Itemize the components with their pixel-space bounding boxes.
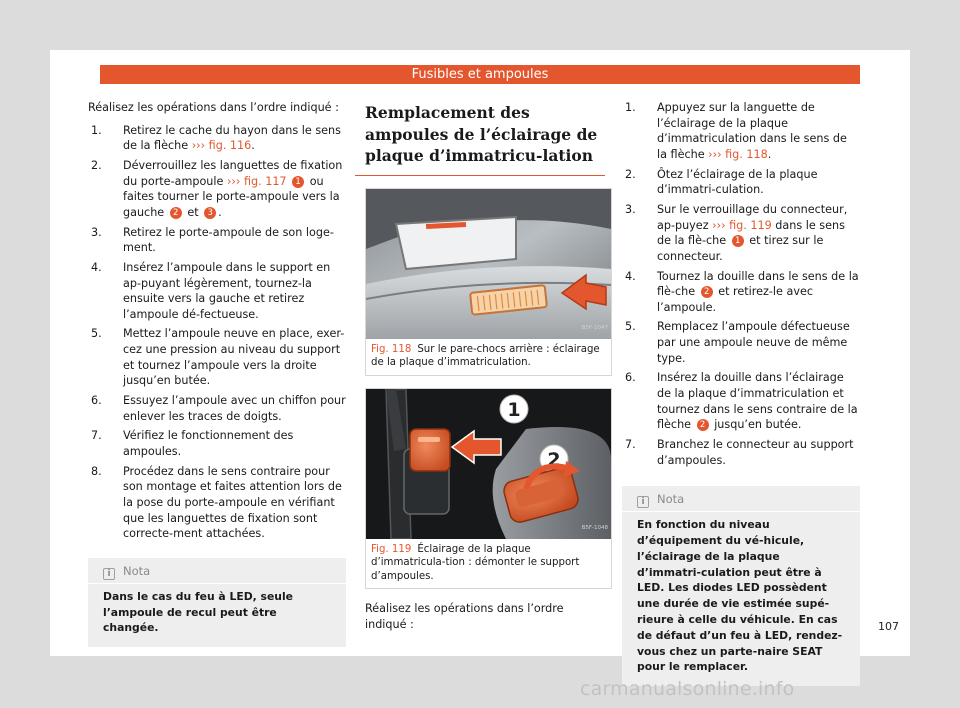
link-arrows: ››› <box>191 139 206 153</box>
figure-119 <box>365 388 612 590</box>
step-number: 4. <box>625 269 636 283</box>
step-text: Retirez le cache du hayon dans le sens de la flèche <box>123 123 341 153</box>
column-middle <box>355 100 608 632</box>
link-arrows: ››› <box>226 174 241 188</box>
step-text: et retirez-le avec l’ampoule. <box>657 285 813 314</box>
step-number: 1. <box>625 101 636 114</box>
note-label: Nota <box>657 492 685 507</box>
step-text: Mettez l’ampoule neuve en place, exer-cez une pression au niveau du support et tournez l’ampoule vers la droite jusqu’en butée. <box>123 327 345 388</box>
column-right <box>622 100 860 686</box>
note-box <box>88 558 346 647</box>
instruction-text: Réalisez les opérations dans l’ordre indiqué : <box>365 602 564 631</box>
note-header <box>622 486 860 512</box>
link-arrows: ››› <box>712 218 726 232</box>
step-item <box>88 393 346 424</box>
step-number: 3. <box>91 225 102 239</box>
step-item <box>622 100 860 162</box>
figure-code: B5F-1048 <box>581 524 608 531</box>
note-label: Nota <box>123 563 151 578</box>
step-number: 5. <box>625 320 636 334</box>
step-text: Ôtez l’éclairage de la plaque d’immatri-culation. <box>657 167 818 197</box>
figure-link[interactable] <box>708 148 768 161</box>
step-number: 7. <box>91 429 102 443</box>
step-text: ou faites tourner le porte-ampoule vers la gauche <box>123 174 340 219</box>
step-text: Insérez la douille dans l’éclairage de la plaque d’immatriculation et tournez dans le sens contraire de la flèche <box>657 371 858 432</box>
step-text: Essuyez l’ampoule avec un chiffon pour enlever les traces de doigts. <box>123 394 346 423</box>
step-number: 6. <box>91 394 102 408</box>
step-text: Appuyez sur la languette de l’éclairage de la plaque d’immatriculation dans le sens de la flèche <box>657 101 847 161</box>
callout-badge: 2 <box>697 419 709 431</box>
step-item <box>88 225 346 256</box>
step-number: 8. <box>91 464 102 478</box>
link-arrows: ››› <box>708 147 722 161</box>
caption-text: Éclairage de la plaque d’immatricula-tion : démonter le support d’ampoules. <box>371 543 580 582</box>
page-header-title: Fusibles et ampoules <box>100 65 860 84</box>
step-item <box>88 428 346 459</box>
step-item <box>88 123 346 154</box>
info-icon: i <box>637 496 649 508</box>
step-number: 2. <box>625 167 636 181</box>
step-item <box>622 202 860 264</box>
figure-number: Fig. 119 <box>371 543 412 555</box>
note-text: Dans le cas du feu à LED, seule l’ampoule de recul peut être changée. <box>103 589 293 635</box>
callout-badge: 1 <box>292 176 304 188</box>
step-number: 4. <box>91 260 102 274</box>
link-label: fig. 116 <box>208 139 252 153</box>
license-plate-light-photo <box>366 189 611 339</box>
step-number: 7. <box>625 438 636 451</box>
step-number: 3. <box>625 202 636 216</box>
callout-badge: 3 <box>204 207 216 219</box>
figure-caption <box>366 539 611 589</box>
figure-code: B5F-1047 <box>581 324 608 331</box>
figure-link[interactable] <box>712 219 772 232</box>
note-text: En fonction du niveau d’équipement du vé-hicule, l’éclairage de la plaque d’immatri-culation peut être à LED. Les diodes LED possèdent une durée de vie estimée supé-rieure à celle du véhicule. En cas de défaut d’un feu à LED, rendez-vous chez un parte-naire SEAT pour le remplacer. <box>637 518 843 674</box>
bumper-illustration <box>366 189 611 339</box>
link-label: fig. 117 <box>243 174 287 188</box>
info-icon: i <box>103 568 115 580</box>
steps-list <box>622 100 860 468</box>
step-text: jusqu’en butée. <box>714 418 802 432</box>
step-text: Déverrouillez les languettes de fixation du porte-ampoule <box>123 158 343 188</box>
link-label: fig. 119 <box>729 218 772 232</box>
watermark: carmanualsonline.info <box>580 678 795 700</box>
figure-118 <box>365 188 612 376</box>
lamp-holder-photo <box>366 389 611 539</box>
step-item <box>622 437 860 468</box>
step-item <box>88 260 346 322</box>
figure-link[interactable] <box>192 139 252 152</box>
callout-badge: 2 <box>170 207 182 219</box>
caption-text: Sur le pare-chocs arrière : éclairage de la plaque d’immatriculation. <box>371 343 600 368</box>
step-text: Sur le verrouillage du connecteur, ap-puyez <box>657 202 848 232</box>
connector-illustration <box>366 389 611 539</box>
step-text: . <box>218 205 222 219</box>
step-text: Procédez dans le sens contraire pour son montage et faites attention lors de la pose du porte-ampoule en vérifiant que les languettes de fixation sont correcte-ment attachées. <box>123 464 342 541</box>
step-text: Retirez le porte-ampoule de son loge-ment. <box>123 225 334 255</box>
note-box <box>622 486 860 686</box>
page-number: 107 <box>878 620 899 633</box>
link-label: fig. 118 <box>725 147 768 161</box>
step-number: 2. <box>91 158 102 172</box>
step-text: Remplacez l’ampoule défectueuse par une ampoule neuve de même type. <box>657 320 850 365</box>
step-text: Insérez l’ampoule dans le support en ap-puyant légèrement, tournez-la ensuite vers la gauche et retirez l’ampoule dé-fectueuse. <box>123 260 331 321</box>
column-left <box>88 100 346 647</box>
section-title: Remplacement des ampoules de l’éclairage de plaque d’immatricu-lation <box>355 100 605 176</box>
steps-list <box>88 123 346 542</box>
step-number: 5. <box>91 327 102 341</box>
callout-badge: 1 <box>732 235 744 247</box>
callout-badge: 2 <box>701 286 713 298</box>
step-text: dans le sens de la flè-che <box>657 218 845 248</box>
step-number: 6. <box>625 371 636 385</box>
step-number: 1. <box>91 123 102 137</box>
step-item <box>622 319 860 366</box>
step-item <box>622 167 860 198</box>
step-text: Vérifiez le fonctionnement des ampoules. <box>123 429 294 458</box>
step-item <box>88 464 346 542</box>
step-item <box>622 269 860 316</box>
callout-2: 2 <box>547 448 561 471</box>
callout-1: 1 <box>507 398 521 421</box>
step-text: Branchez le connecteur au support d’ampoules. <box>657 438 854 467</box>
note-header <box>88 558 346 584</box>
figure-link[interactable] <box>227 175 287 188</box>
step-text: . <box>251 139 255 153</box>
step-item <box>88 326 346 388</box>
step-item <box>622 370 860 432</box>
figure-caption <box>366 339 611 375</box>
figure-number: Fig. 118 <box>371 343 412 355</box>
step-text: . <box>767 147 772 161</box>
step-text: et tirez sur le connecteur. <box>657 234 824 263</box>
step-item <box>88 158 346 220</box>
step-text: et <box>187 205 199 219</box>
step-text: Tournez la douille dans le sens de la flè-che <box>657 269 859 299</box>
intro-text: Réalisez les opérations dans l’ordre indiqué : <box>88 101 339 114</box>
